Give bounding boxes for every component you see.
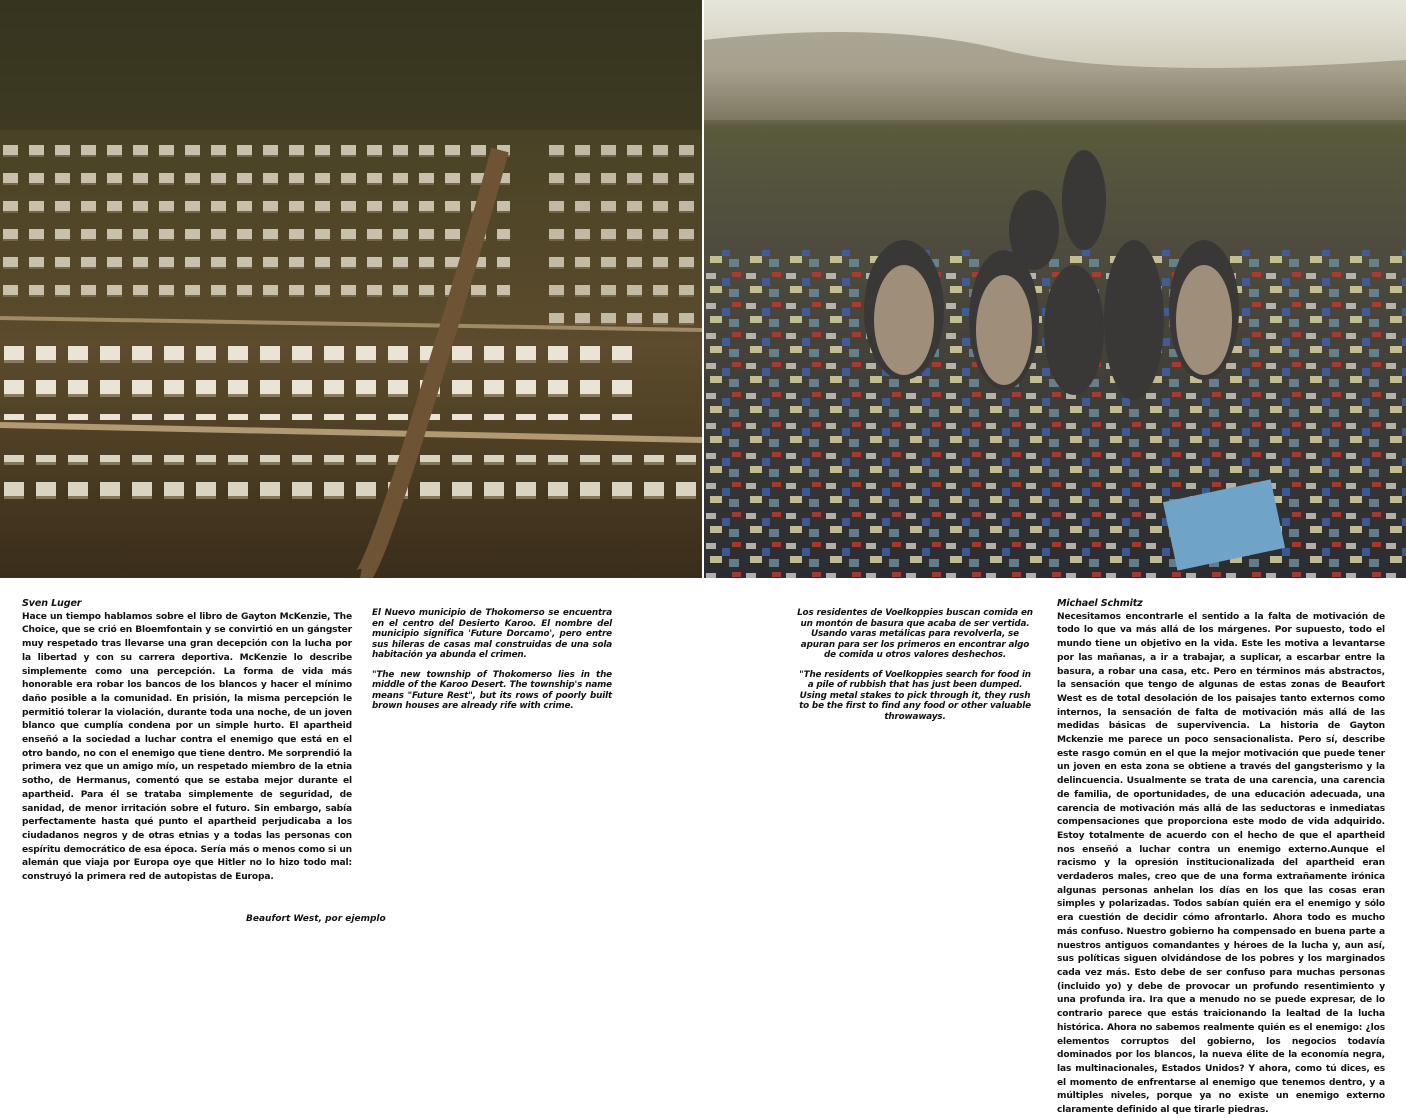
caption-english: "The residents of Voelkoppies search for food in a pile of rubbish that has just been dumped. Using metal stakes to pick through it, they rush to be the first to find any food or other valuable throwaways.	[799, 669, 1031, 722]
author-name: Sven Luger	[22, 598, 82, 609]
township-caption	[372, 608, 612, 712]
author-name: Michael Schmitz	[1057, 598, 1143, 609]
caption-english: "The new township of Thokomerso lies in the middle of the Karoo Desert. The township's name means "Future Rest", but its rows of poorly built brown houses are already rife with crime.	[372, 669, 612, 711]
landfill-caption	[795, 608, 1035, 722]
article-body: Hace un tiempo hablamos sobre el libro de Gayton McKenzie, The Choice, que se crió en Bloemfontain y se convirtió en un gángster muy respetado tras llevarse una gran decepción con la lucha por la libertad y con su carrera deportiva. McKenzie lo describe simplemente como una percepción. La forma de vida más honorable era robar los bancos de los blancos y hacer el mínimo daño posible a la comunidad. En prisión, la misma percepción le permitió tolerar la violación, durante toda una noche, de un joven blanco que cumplía condena por un simple hurto. El apartheid enseñó a la sociedad a luchar contra el enemigo que está en el otro bando, no con el enemigo que tiene dentro. Me sorprendió la primera vez que un amigo mío, un respetado miembro de la etnia sotho, de Hermanus, comentó que se estaba mejor durante el apartheid. Para él se trataba simplemente de seguridad, de sanidad, de menor irritación sobre el futuro. Sin embargo, sabía perfectamente hasta qué punto el apartheid perjudicaba a los ciudadanos negros y de otras etnias y a todas las personas con espíritu democrático de esa época. Sería más o menos como si un alemán que viaja por Europa oye que Hitler no lo hizo todo mal: construyó la primera red de autopistas de Europa.	[22, 611, 352, 883]
right-article-column	[1057, 597, 1385, 1118]
article-body: Necesitamos encontrarle el sentido a la falta de motivación de todo lo que va más allá de los márgenes. Por supuesto, todo el mundo tiene un objetivo en la vida. Este les motiva a levantarse por las mañanas, a ir a trabajar, a suplicar, a escarbar entre la basura, a robar una casa, etc. Pero en términos más abstractos, la sensación que tengo de algunas de estas zonas de Beaufort West es de total desolación de los paisajes tanto externos como internos, la sensación de falta de motivación más allá de las medidas básicas de supervivencia. La historia de Gayton Mckenzie me parece un poco sensacionalista. Pero sí, describe este rasgo común en el que la mejor motivación que puede tener un joven en esta zona se obtiene a través del gangsterismo y la delincuencia. Usualmente se trata de una carencia, una carencia de familia, de oportunidades, de una educación adecuada, una carencia de motivación más allá de las seductoras e inmediatas compensaciones que proporciona este modo de vida adquirido. Estoy totalmente de acuerdo con el hecho de que el apartheid nos enseñó a luchar contra un enemigo externo.Aunque el racismo y la opresión institucionalizada del apartheid eran verdaderos males, creo que de una forma extrañamente irónica algunas personas anhelan los días en los que las cosas eran simples y polarizadas. Todos sabían quién era el enemigo y sólo era cuestión de decidir cómo afrontarlo. Ahora todo es mucho más confuso. Nuestro gobierno ha compensado en buena parte a nuestros antiguos comandantes y héroes de la lucha y, aun así, sus políticas siguen olvidándose de los pobres y los marginados cada vez más. Esto debe de ser confuso para muchas personas (incluido yo) y debe de provocar un profundo resentimiento y una profunda ira. Ira que a menudo no se puede expresar, de lo contrario parece que estás traicionando la lealtad de la lucha histórica. Ahora no sabemos realmente quién es el enemigo: ¿los elementos corruptos del gobierno, los negocios todavía dominados por los blancos, la nueva élite de la economía negra, las multinacionales, Estados Unidos? Y ahora, como tú dices, es el momento de enfrentarse al enemigo que tenemos dentro, y a múltiples niveles, porque ya no existe un enemigo externo claramente definido al que tirarle piedras.	[1057, 611, 1385, 1116]
footer-caption: Beaufort West, por ejemplo	[246, 914, 386, 924]
landfill-photo	[704, 0, 1406, 578]
caption-spanish: El Nuevo municipio de Thokomerso se encuentra en el centro del Desierto Karoo. El nombre del municipio significa 'Future Dorcamo', pero entre sus hileras de casas mal construidas de una sola habitación ya abunda el crimen.	[372, 608, 612, 660]
left-article-column	[22, 597, 352, 885]
aerial-township-photo	[0, 0, 702, 578]
caption-spanish: Los residentes de Voelkoppies buscan comida en un montón de basura que acaba de ser vertida. Usando varas metálicas para revolverla, se apuran para ser los primeros en encontrar algo de comida u otros valores deshechos.	[797, 608, 1033, 660]
